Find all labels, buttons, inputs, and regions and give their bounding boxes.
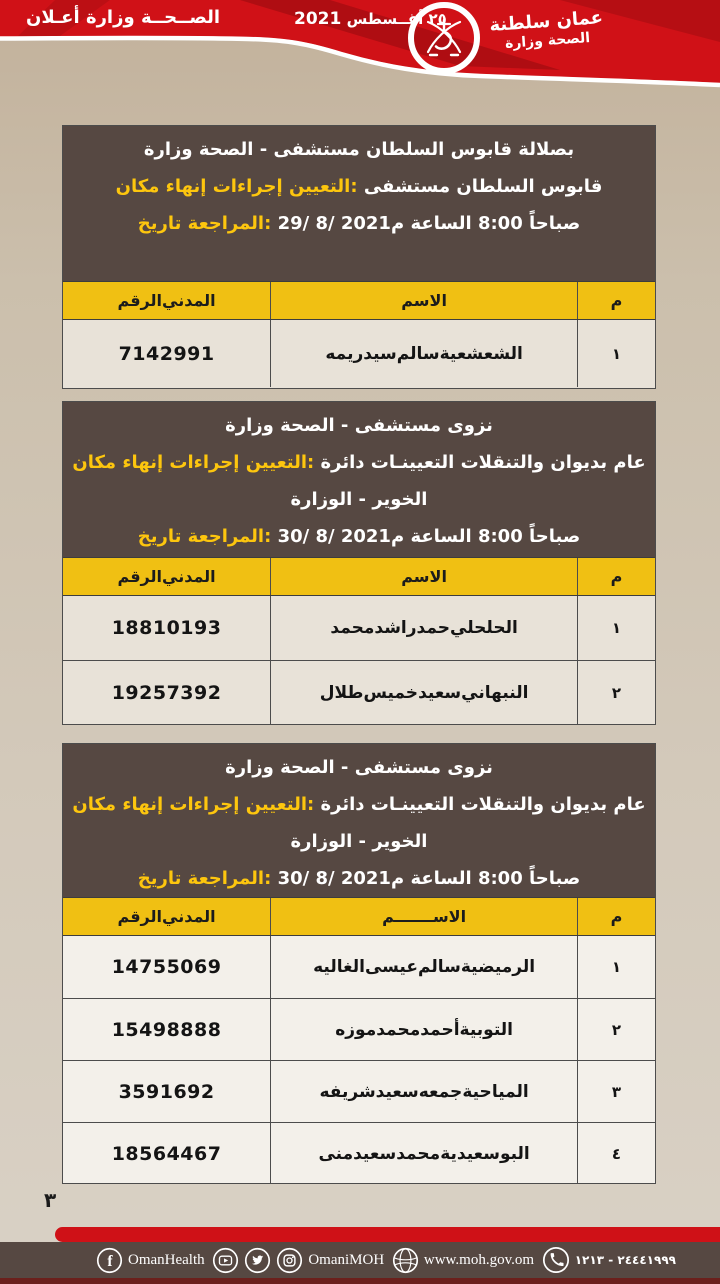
col-civil-number: الرقم المدني: [117, 291, 216, 310]
announcement-card-1: [62, 125, 656, 389]
website-url: www.moh.gov.om: [423, 1251, 535, 1268]
col-civil-number: الرقم المدني: [117, 907, 216, 926]
announcement-card-2: [62, 401, 656, 725]
review-date-value: 30/ 8/ 2021م الساعة 8:00 صباحاً: [277, 868, 581, 889]
svg-text:f: f: [107, 1252, 113, 1270]
civil-number: 15498888: [111, 1018, 222, 1041]
person-name: منى سعيد محمد البوسعيدية: [270, 1123, 578, 1184]
card-3-title: وزارة الصحة - مستشفى نزوى: [225, 757, 493, 778]
col-name: الاسم: [270, 282, 578, 319]
card-1-date-line: [63, 205, 655, 242]
person-name: الغاليه عيسى سالم الرميضية: [270, 936, 578, 998]
civil-number: 14755069: [111, 956, 222, 978]
col-name: الاســـــــم: [270, 898, 578, 935]
phone-numbers: ١٢١٣ - ٢٤٤٤١٩٩٩: [574, 1253, 676, 1267]
instagram-icon: [276, 1247, 303, 1274]
phone-icon: [542, 1246, 570, 1274]
civil-number: 19257392: [111, 681, 222, 704]
card-1-location-line: [63, 168, 655, 205]
civil-number: 18810193: [111, 617, 222, 639]
twitter-icon: [244, 1247, 271, 1274]
review-date-value: 29/ 8/ 2021م الساعة 8:00 صباحاً: [277, 213, 581, 234]
person-name: طلال خميس سعيد النبهاني: [270, 661, 578, 724]
phone-group: [542, 1246, 676, 1274]
card-2-title: وزارة الصحة - مستشفى نزوى: [225, 415, 493, 436]
serial-number: ١: [611, 619, 622, 637]
table-header-row: [63, 897, 655, 936]
table-header-row: [63, 557, 655, 596]
civil-number: 18564467: [111, 1142, 222, 1165]
facebook-icon: [96, 1247, 123, 1274]
table-row: [63, 1122, 655, 1184]
card-1-header: [63, 126, 655, 281]
table-header-row: [63, 281, 655, 320]
youtube-icon: [212, 1247, 239, 1274]
col-civil-number: الرقم المدني: [117, 567, 216, 586]
serial-number: ٢: [611, 1020, 622, 1039]
social-handle: OmaniMOH: [308, 1251, 385, 1268]
review-date-value: 30/ 8/ 2021م الساعة 8:00 صباحاً: [277, 526, 581, 547]
page-title: أعـلان وزارة الصــحــة: [26, 7, 221, 28]
facebook-group: [96, 1247, 205, 1274]
moh-logo: [408, 2, 480, 74]
footer-bottom-strip: [0, 1278, 720, 1284]
logo-text-country: سلطنة عمان: [488, 7, 604, 36]
location-label: مكان إنهاء إجراءات التعيين:: [115, 176, 358, 197]
page-number: ٣: [44, 1188, 57, 1212]
serial-number: ٢: [611, 683, 622, 702]
person-name: شريفه سعيد جمعه المياحية: [270, 1061, 578, 1122]
card-3-date-line: [63, 860, 655, 897]
date-month: أغــسطس: [346, 10, 424, 28]
col-serial: م: [610, 567, 623, 586]
table-row: [63, 1060, 655, 1122]
location-label: مكان إنهاء إجراءات التعيين:: [72, 794, 315, 815]
person-name: ريمه سيد سالم الشعشعية: [270, 320, 578, 387]
card-3-header: [63, 744, 655, 897]
serial-number: ٤: [611, 1144, 622, 1163]
table-row: [63, 660, 655, 724]
col-name: الاسم: [270, 558, 578, 595]
facebook-handle: OmanHealth: [128, 1251, 205, 1268]
announcement-card-3: [62, 743, 656, 1184]
globe-icon: [392, 1247, 419, 1274]
review-date-label: تاريخ المراجعة:: [137, 868, 272, 889]
card-3-location-line: [63, 786, 655, 823]
date-day: ٢٥: [428, 10, 447, 28]
civil-number: 3591692: [118, 1080, 215, 1103]
person-name: موزه محمد أحمد التوبية: [270, 999, 578, 1060]
card-2-date-line: [63, 518, 655, 555]
table-row: [63, 998, 655, 1060]
person-name: محمد راشد حمد الحلحلي: [270, 596, 578, 660]
card-2-location-line: [63, 444, 655, 481]
oman-emblem-icon: [422, 14, 466, 62]
footer-red-bar: [55, 1227, 720, 1242]
civil-number: 7142991: [118, 342, 215, 365]
card-2-header: [63, 402, 655, 557]
serial-number: ١: [611, 344, 622, 363]
table-row: [63, 936, 655, 998]
col-serial: م: [610, 907, 623, 926]
table-row: [63, 596, 655, 660]
footer-bar: [0, 1242, 720, 1278]
location-value: مستشفى السلطان قابوس: [363, 176, 603, 197]
serial-number: ٣: [611, 1082, 622, 1101]
location-value: دائرة التعيينـات والتنقلات بديوان عام: [320, 452, 646, 473]
card-1-title: وزارة الصحة - مستشفى السلطان قابوس بصلالة: [143, 139, 575, 160]
card-3-location-line2: الوزارة - الخوير: [290, 831, 428, 852]
date-year: 2021: [294, 9, 342, 29]
social-group: [212, 1247, 384, 1274]
location-label: مكان إنهاء إجراءات التعيين:: [72, 452, 315, 473]
review-date-label: تاريخ المراجعة:: [137, 213, 272, 234]
location-value: دائرة التعيينـات والتنقلات بديوان عام: [320, 794, 646, 815]
col-serial: م: [610, 291, 623, 310]
logo-text-ministry: وزارة الصحة: [504, 29, 591, 52]
website-group: [392, 1247, 534, 1274]
review-date-label: تاريخ المراجعة:: [137, 526, 272, 547]
card-2-location-line2: الوزارة - الخوير: [290, 489, 428, 510]
table-row: [63, 320, 655, 387]
serial-number: ١: [611, 958, 622, 976]
